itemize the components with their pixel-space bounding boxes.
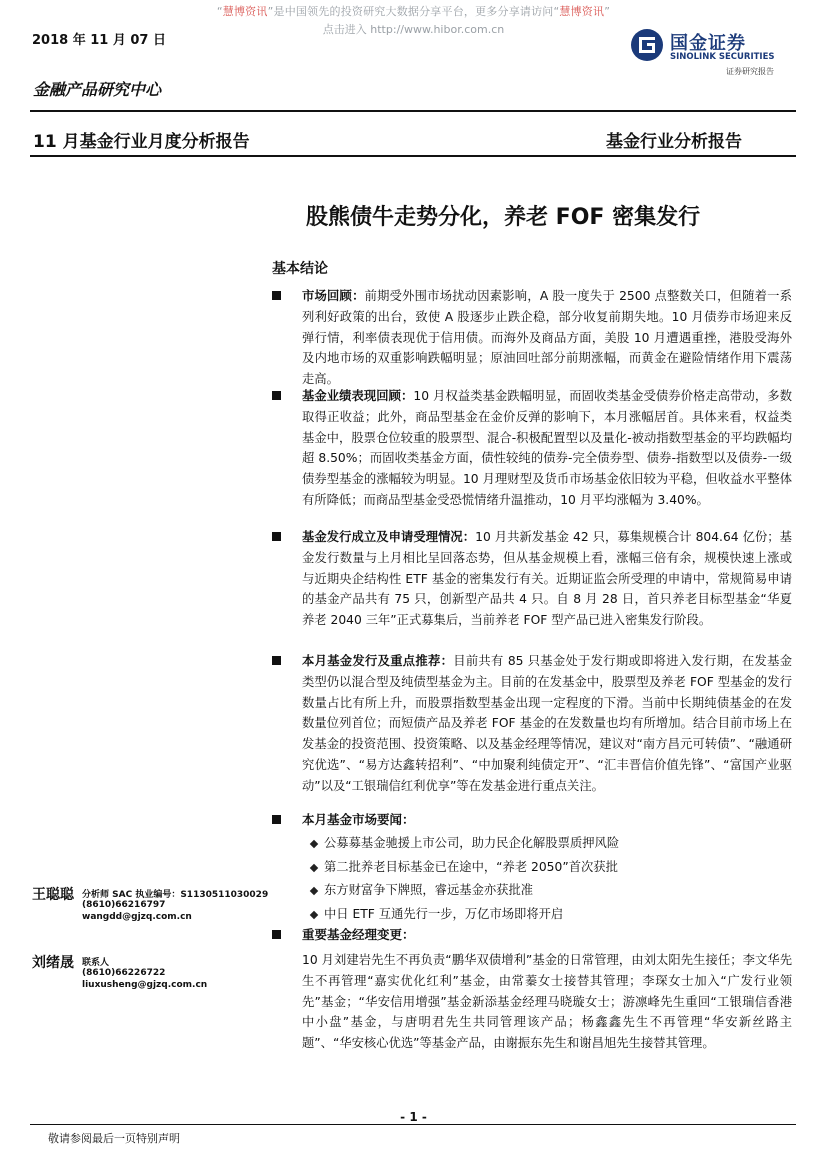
report-date: 2018 年 11 月 07 日: [32, 33, 166, 48]
contact-name: 刘绪晟: [32, 955, 74, 971]
bullet-text: 前期受外围市场扰动因素影响，A 股一度失于 2500 点整数关口，但随着一系列利好政策的出台，致使 A 股逐步止跌企稳，部分收复前期失地。10 月债券市场迎来反弹行情，利率债表现优于信用债。而海外及商品方面，美股 10 月遭遇重挫，港股受海外及内地市场的双重影响跌幅明显；原油回吐部分前期涨幅，而黄金在避险情绪作用下震荡走高。: [302, 289, 792, 387]
header-rule-bottom: [30, 155, 796, 157]
diamond-bullet-icon: [310, 887, 318, 895]
bullet-market-review: [272, 286, 792, 390]
logo-english-name: SINOLINK SECURITIES: [670, 52, 775, 62]
list-item: 东方财富争下牌照，睿远基金亦获批准: [302, 879, 792, 903]
square-bullet-icon: [272, 930, 281, 939]
logo-chinese-name: 国金证券: [670, 33, 746, 54]
logo-subtitle: 证券研究报告: [726, 67, 774, 76]
sinolink-logo-icon: [630, 28, 664, 62]
bullet-issuance: [272, 527, 792, 631]
bullet-recommendation: [272, 651, 792, 797]
manager-changes-title: 重要基金经理变更：: [302, 927, 415, 942]
bullet-performance-review: [272, 386, 792, 511]
bullet-lead: 本月基金发行及重点推荐：: [302, 654, 454, 668]
watermark-link[interactable]: 点击进入 http://www.hibor.com.cn: [322, 23, 505, 36]
footer-rule: [30, 1124, 796, 1125]
contact-email[interactable]: liuxusheng@gjzq.com.cn: [82, 980, 208, 990]
watermark-brand-2: 慧博资讯: [559, 5, 605, 18]
main-title: 股熊债牛走势分化，养老 FOF 密集发行: [306, 205, 701, 230]
market-news-list: [302, 832, 792, 926]
bullet-market-news: [272, 810, 792, 831]
contact-phone: (8610)66226722: [82, 968, 166, 978]
bullet-text: 10 月共新发基金 42 只，募集规模合计 804.64 亿份；基金发行数量与上月相比呈回落态势，但从基金规模上看，涨幅三倍有余，规模快速上涨或与近期央企结构性 ETF 基金的密集发行有关。近期证监会所受理的申请中，常规简易申请的基金产品共有 75 只，创新型产品共 4 只。自 8 月 28 日，首只养老目标型基金“华夏养老 2040 三年”正式募集后，当前养老 FOF 型产品已进入密集发行阶段。: [302, 530, 792, 628]
square-bullet-icon: [272, 391, 281, 400]
company-logo: [630, 26, 800, 78]
list-item: 公募募基金驰援上市公司，助力民企化解股票质押风险: [302, 832, 792, 856]
contact-role: 联系人: [82, 958, 110, 968]
watermark-line-1: “慧博资讯”是中国领先的投资研究大数据分享平台，更多分享请访问“慧博资讯”: [216, 5, 611, 18]
market-news-title: 本月基金市场要闻：: [302, 812, 415, 827]
diamond-bullet-icon: [310, 840, 318, 848]
section-title: 基本结论: [272, 261, 328, 277]
diamond-bullet-icon: [310, 911, 318, 919]
manager-changes-text: 10 月刘建岩先生不再负责“鹏华双债增利”基金的日常管理，由刘太阳先生接任；李文华先生不再管理“嘉实优化红利”基金，由常蓁女士接替其管理；李琛女士加入“广发行业领先”基金；“华安信用增强”基金新添基金经理马晓璇女士；游凛峰先生重回“工银瑞信香港中小盘”基金，与唐明君先生共同管理该产品；杨鑫鑫先生不再管理“华安新丝路主题”、“华安核心优选”等基金产品，由谢振东先生和谢昌旭先生接替其管理。: [302, 953, 792, 1051]
square-bullet-icon: [272, 815, 281, 824]
bullet-text: 目前共有 85 只基金处于发行期或即将进入发行期，在发基金类型仍以混合型及纯债型基金为主。目前的在发基金中，股票型及养老 FOF 型基金的发行数量占比有所上升，而股票指数型基金出现一定程度的下滑。当前中长期纯债基金的在发数量位列首位；而短债产品及养老 FOF 基金的在发数量也均有所增加。结合目前市场上在发基金的投资范围、投资策略、以及基金经理等情况，建议对“南方昌元可转债”、“融通研究优选”、“易方达鑫转招利”、“中加聚利纯债定开”、“汇丰晋信价值先锋”、“富国产业驱动”以及“工银瑞信红利优享”等在发基金进行重点关注。: [302, 654, 792, 793]
square-bullet-icon: [272, 291, 281, 300]
square-bullet-icon: [272, 656, 281, 665]
header-rule-top: [30, 110, 796, 112]
list-item: 第二批养老目标基金已在途中，“养老 2050”首次获批: [302, 856, 792, 880]
bullet-lead: 基金发行成立及申请受理情况：: [302, 530, 476, 544]
research-center: 金融产品研究中心: [33, 80, 162, 99]
analyst-role: 分析师 SAC 执业编号：S1130511030029: [82, 890, 269, 900]
analyst-name: 王聪聪: [32, 887, 74, 903]
bullet-lead: 市场回顾：: [302, 289, 365, 303]
report-type: 基金行业分析报告: [606, 132, 742, 152]
report-title: 11 月基金行业月度分析报告: [33, 132, 250, 152]
square-bullet-icon: [272, 532, 281, 541]
disclaimer-note: 敬请参阅最后一页特别声明: [48, 1132, 180, 1145]
analyst-phone: (8610)66216797: [82, 900, 166, 910]
list-item: 中日 ETF 互通先行一步，万亿市场即将开启: [302, 903, 792, 927]
analyst-email[interactable]: wangdd@gjzq.com.cn: [82, 912, 192, 922]
page-number: - 1 -: [400, 1110, 427, 1124]
bullet-text: 10 月权益类基金跌幅明显，而固收类基金受债券价格走高带动，多数取得正收益；此外，商品型基金在金价反弹的影响下，本月涨幅居首。具体来看，权益类基金中，股票仓位较重的股票型、混合-积极配置型以及量化-被动指数型基金的平均跌幅均超 8.50%；而固收类基金方面，债性较纯的债券-完全债券型、债券-指数型以及债券-一级债券型基金的涨幅较为明显。10 月理财型及货币市场基金依旧较为平稳，但收益水平整体有所降低；而商品型基金受恐慌情绪升温推动，10 月平均涨幅为 3.40%。: [302, 389, 792, 507]
bullet-manager-changes: [272, 925, 792, 946]
diamond-bullet-icon: [310, 863, 318, 871]
watermark-brand: 慧博资讯: [222, 5, 268, 18]
bullet-lead: 基金业绩表现回顾：: [302, 389, 414, 403]
